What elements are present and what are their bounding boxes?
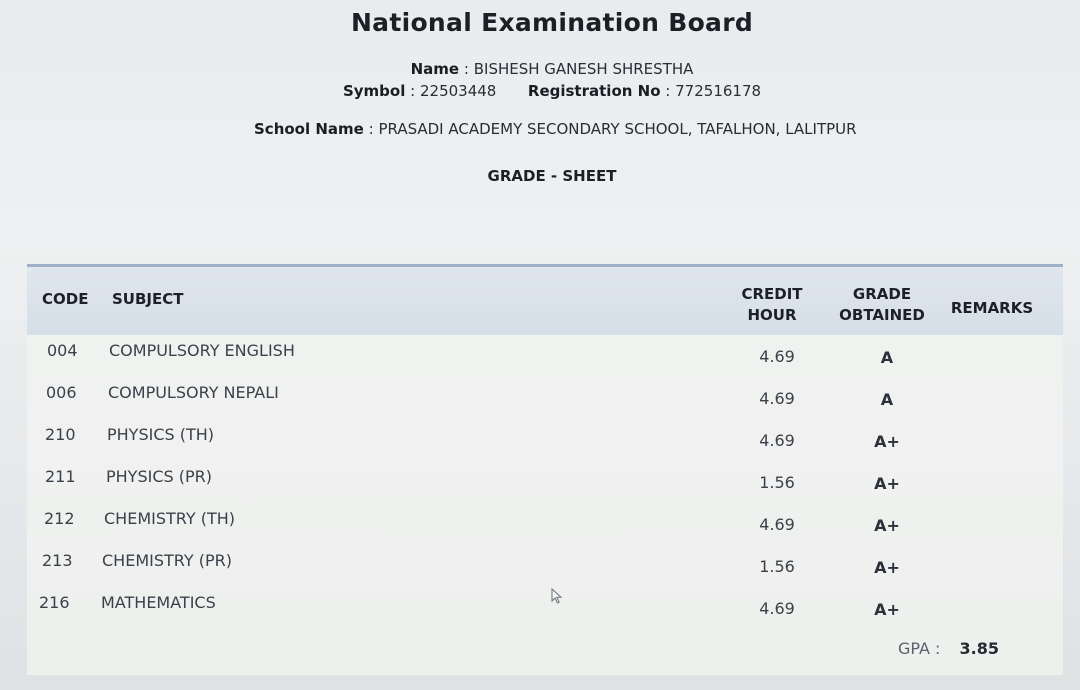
column-header-remarks: REMARKS <box>950 299 1034 317</box>
grade-header-line2: OBTAINED <box>839 306 925 324</box>
column-header-grade-obtained <box>832 284 932 326</box>
row-code: 004 <box>47 341 78 360</box>
row-code: 212 <box>44 509 75 528</box>
row-credit-hour: 4.69 <box>759 431 795 450</box>
row-grade: A <box>880 348 894 367</box>
mouse-pointer-icon <box>551 588 563 604</box>
row-subject: CHEMISTRY (PR) <box>102 551 232 570</box>
symbol-label: Symbol <box>342 82 406 100</box>
row-credit-hour: 4.69 <box>759 599 795 618</box>
row-subject: PHYSICS (PR) <box>106 467 212 486</box>
credit-header-line2: HOUR <box>747 306 797 324</box>
row-credit-hour: 4.69 <box>759 347 795 366</box>
row-subject: COMPULSORY ENGLISH <box>109 341 295 360</box>
table-header <box>27 267 1063 335</box>
name-separator: : <box>463 60 469 78</box>
row-subject: COMPULSORY NEPALI <box>108 383 279 402</box>
school-name: PRASADI ACADEMY SECONDARY SCHOOL, TAFALHON, LALITPUR <box>378 120 857 138</box>
table-row <box>27 421 1063 463</box>
row-credit-hour: 4.69 <box>759 389 795 408</box>
gpa-value: 3.85 <box>959 639 1000 658</box>
gpa-summary <box>898 639 999 658</box>
student-name-line <box>0 60 1080 78</box>
credit-header-line1: CREDIT <box>741 285 803 303</box>
row-grade: A+ <box>874 474 900 493</box>
row-grade: A+ <box>874 516 900 535</box>
column-header-subject: SUBJECT <box>112 290 184 308</box>
table-row <box>27 547 1063 589</box>
row-code: 006 <box>46 383 77 402</box>
school-name-line <box>254 120 857 138</box>
symbol-registration-line <box>0 82 1080 100</box>
student-name: BISHESH GANESH SHRESTHA <box>473 60 694 78</box>
name-label: Name <box>410 60 460 78</box>
table-row <box>27 379 1063 421</box>
row-code: 213 <box>42 551 73 570</box>
registration-label: Registration No <box>527 82 661 100</box>
gpa-label: GPA : <box>898 639 941 658</box>
row-grade: A+ <box>874 432 900 451</box>
row-subject: PHYSICS (TH) <box>107 425 215 444</box>
table-row <box>27 463 1063 505</box>
row-grade: A+ <box>874 558 900 577</box>
row-code: 210 <box>45 425 76 444</box>
table-row <box>27 505 1063 547</box>
symbol-number: 22503448 <box>419 82 497 100</box>
column-header-code: CODE <box>42 290 89 308</box>
row-code: 211 <box>45 467 76 486</box>
school-label: School Name <box>254 120 364 138</box>
grade-header-line1: GRADE <box>852 285 912 303</box>
row-subject: CHEMISTRY (TH) <box>104 509 236 528</box>
table-row <box>27 337 1063 379</box>
grade-sheet-title: GRADE - SHEET <box>487 167 617 185</box>
row-grade: A+ <box>874 600 900 619</box>
row-credit-hour: 4.69 <box>759 515 795 534</box>
row-credit-hour: 1.56 <box>759 557 795 576</box>
grade-table <box>27 264 1063 675</box>
table-row <box>27 589 1063 631</box>
row-subject: MATHEMATICS <box>101 593 216 612</box>
school-separator: : <box>368 120 374 138</box>
registration-separator: : <box>665 82 671 100</box>
board-title: National Examination Board <box>350 8 754 37</box>
column-header-credit-hour <box>722 284 822 326</box>
row-grade: A <box>880 390 894 409</box>
row-code: 216 <box>39 593 70 612</box>
row-credit-hour: 1.56 <box>759 473 795 492</box>
symbol-separator: : <box>410 82 416 100</box>
registration-number: 772516178 <box>675 82 762 100</box>
